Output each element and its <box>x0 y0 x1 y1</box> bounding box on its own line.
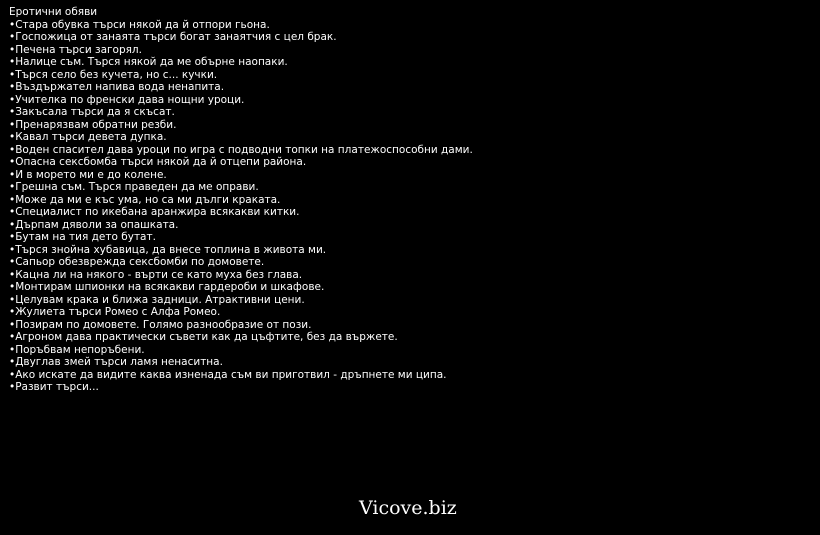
list-item: •Ако искате да видите каква изненада съм ви приготвил - дръпнете ми ципа. <box>9 368 447 381</box>
list-item: •Двуглав змей търси ламя ненаситна. <box>9 356 223 368</box>
list-item: •Специалист по икебана аранжира всякакви китки. <box>9 206 300 218</box>
list-item: •Поръбвам непоръбени. <box>9 343 145 356</box>
list-item: •Бутам на тия дето бутат. <box>9 231 156 243</box>
list-item: •Целувам крака и ближа задници. Атрактивни цени. <box>9 293 305 306</box>
list-item: •Търся знойна хубавица, да внесе топлина в живота ми. <box>9 243 327 256</box>
list-item: •Кацна ли на някого - върти се като муха без глава. <box>9 268 303 281</box>
ads-list <box>9 19 809 394</box>
list-item: •Стара обувка търси някой да й отпори гьона. <box>9 18 270 31</box>
list-item: •Дърпам дяволи за опашката. <box>9 218 179 231</box>
list-item: •Агроном дава практически съвети как да цъфтите, без да вържете. <box>9 331 398 343</box>
list-item: •Опасна сексбомба търси някой да й отцепи района. <box>9 156 307 168</box>
list-item: •Госпожица от занаята търси богат занаятчия с цел брак. <box>9 31 337 43</box>
list-item: •Воден спасител дава уроци по игра с подводни топки на платежоспособни дами. <box>9 143 473 156</box>
list-item: •Печена търси загорял. <box>9 43 142 56</box>
list-item: •Монтирам шпионки на всякакви гардероби и шкафове. <box>9 281 325 293</box>
ads-content <box>9 6 809 394</box>
list-item: •Грешна съм. Търся праведен да ме оправи. <box>9 181 259 193</box>
list-item: •Развит търси... <box>9 381 99 393</box>
list-item: •Може да ми е къс ума, но са ми дълги краката. <box>9 193 281 206</box>
page-title: Еротични обяви <box>9 6 98 18</box>
list-item: •Закъсала търси да я скъсат. <box>9 106 175 118</box>
list-item: •Търся село без кучета, но с... кучки. <box>9 68 218 81</box>
list-item: •Пренарязвам обратни резби. <box>9 118 177 131</box>
list-item: •Жулиета търси Ромео с Алфа Ромео. <box>9 306 221 318</box>
list-item: •Позирам по домовете. Голямо разнообразие от пози. <box>9 318 312 331</box>
list-item: •Учителка по френски дава нощни уроци. <box>9 93 245 106</box>
list-item: •Сапьор обезврежда сексбомби по домовете. <box>9 256 265 268</box>
list-item: •Налице съм. Търся някой да ме обърне наопаки. <box>9 56 288 68</box>
list-item: •Кавал търси девета дупка. <box>9 131 167 143</box>
site-watermark: Vicove.biz <box>359 497 457 519</box>
list-item: •Въздържател напива вода ненапита. <box>9 81 225 93</box>
list-item: •И в морето ми е до колене. <box>9 168 167 181</box>
